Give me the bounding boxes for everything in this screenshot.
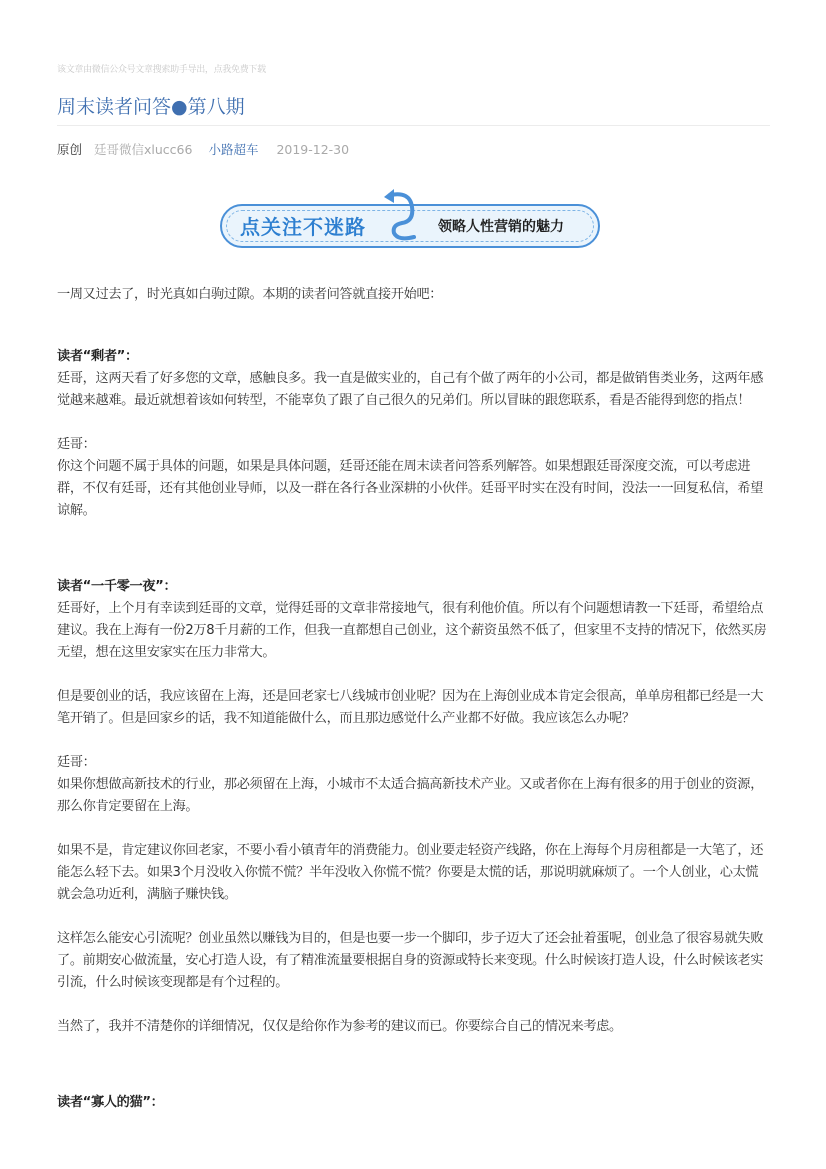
answer-paragraph: 你这个问题不属于具体的问题，如果是具体问题，廷哥还能在周末读者问答系列解答。如果想跟廷哥深度交流，可以考虑进群，不仅有廷哥，还有其他创业导师，以及一群在各行各业深耕的小伙伴。廷哥平时实在没有时间，没法一一回复私信，希望谅解。 [57,459,764,518]
publish-date: 2019-12-30 [276,142,350,157]
banner-follow-text: 点关注不迷路 [240,215,366,239]
swirl-arrow-icon [380,187,430,243]
answer-paragraph: 当然了，我并不清楚你的详细情况，仅仅是给你作为参考的建议而已。你要综合自己的情况来考虑。 [57,1019,622,1034]
article-meta [57,140,349,158]
answer-paragraph: 如果不是，肯定建议你回老家，不要小看小镇青年的消费能力。创业要走轻资产线路，你在上海每个月房租都是一大笔了，还能怎么轻下去。如果3个月没收入你慌不慌？半年没收入你慌不慌？你要是太慌的话，那说明就麻烦了。一个人创业，心太慌就会急功近利，满脑子赚快钱。 [57,843,764,902]
title-divider [57,125,770,126]
follow-banner [220,187,602,251]
banner-slogan: 领略人性营销的魅力 [438,219,564,235]
reader-label: 读者“寡人的猫”： [57,1095,164,1110]
reader-label: 读者“剩者”： [57,349,138,364]
reader-label: 读者“一千零一夜”： [57,579,177,594]
export-note-link[interactable]: 该文章由微信公众号文章搜索助手导出，点我免费下载 [57,65,266,75]
question-paragraph: 廷哥好，上个月有幸读到廷哥的文章，觉得廷哥的文章非常接地气，很有利他价值。所以有个问题想请教一下廷哥，希望给点建议。我在上海有一份2万8千月薪的工作，但我一直都想自己创业，这个薪资虽然不低了，但家里不支持的情况下，依然买房无望，想在这里安家实在压力非常大。 [57,601,767,660]
article-title: 周末读者问答●第八期 [57,96,245,118]
article-body [57,284,769,1114]
question-paragraph: 但是要创业的话，我应该留在上海，还是回老家七八线城市创业呢？因为在上海创业成本肯定会很高，单单房租都已经是一大笔开销了。但是回家乡的话，我不知道能做什么，而且那边感觉什么产业都不好做。我应该怎么办呢？ [57,689,764,726]
answer-paragraph: 如果你想做高新技术的行业，那必须留在上海，小城市不太适合搞高新技术产业。又或者你在上海有很多的用于创业的资源，那么你肯定要留在上海。 [57,777,764,814]
account-link[interactable]: 小路超车 [208,142,259,157]
question-paragraph: 廷哥，这两天看了好多您的文章，感触良多。我一直是做实业的，自己有个做了两年的小公司，都是做销售类业务，这两年感觉越来越难。最近就想着该如何转型，不能辜负了跟了自己很久的兄弟们。所以冒昧的跟您联系，看是否能得到您的指点！ [57,371,764,408]
original-label: 原创 [57,142,83,157]
author-name: 廷哥微信xlucc66 [94,142,193,157]
answer-paragraph: 这样怎么能安心引流呢？创业虽然以赚钱为目的，但是也要一步一个脚印，步子迈大了还会扯着蛋呢，创业急了很容易就失败了。前期安心做流量，安心打造人设，有了精准流量要根据自身的资源或特长来变现。什么时候该打造人设，什么时候该老实引流，什么时候该变现都是有个过程的。 [57,931,764,990]
answer-label: 廷哥： [57,755,96,770]
answer-label: 廷哥： [57,437,96,452]
intro-paragraph: 一周又过去了，时光真如白驹过隙。本期的读者问答就直接开始吧： [57,287,443,302]
